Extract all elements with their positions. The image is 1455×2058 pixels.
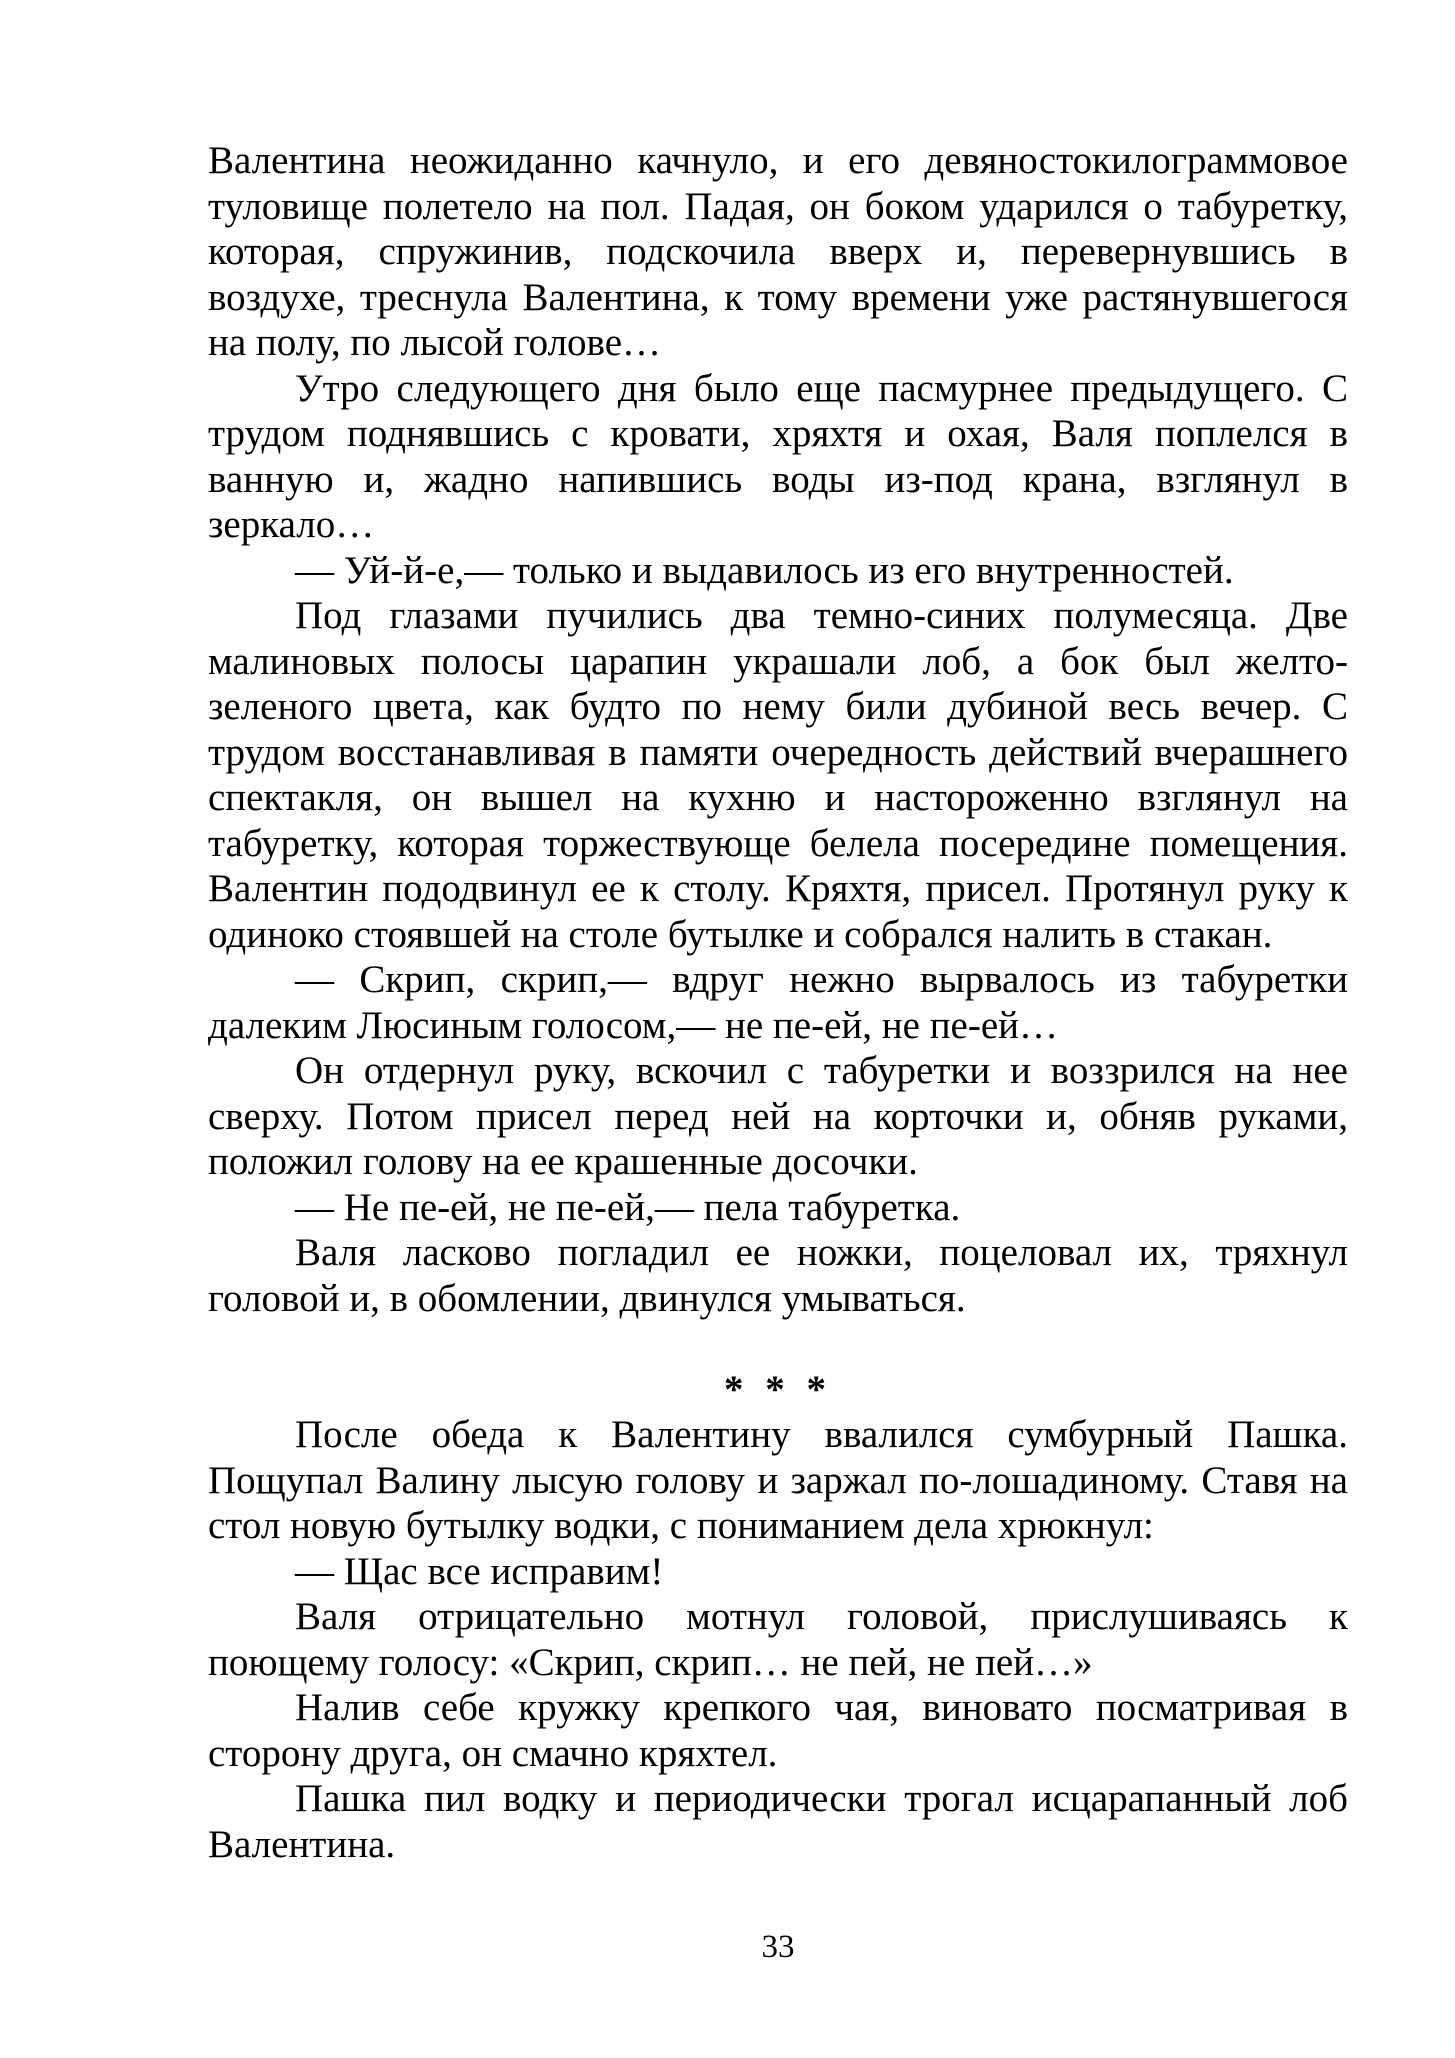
paragraph: После обеда к Валентину ввалился сумбурный Пашка. Пощупал Валину лысую голову и заржал по-лошадиному. Ставя на стол новую бутылку водки, с пониманием дела хрюкнул: xyxy=(208,1413,1348,1547)
paragraph: Он отдернул руку, вскочил с табуретки и воззрился на нее сверху. Потом присел перед ней на корточки и, обняв руками, положил голову на ее крашенные досочки. xyxy=(208,1049,1348,1183)
paragraph: Валентина неожиданно качнуло, и его девяностокилограммовое туловище полетело на пол. Падая, он боком ударился о табуретку, которая, спружинив, подскочила вверх и, перевернувшись в воздухе, треснула Валентина, к тому времени уже растянувшегося на полу, по лысой голове… xyxy=(208,139,1348,364)
text-column xyxy=(208,138,1348,1867)
paragraph: Утро следующего дня было еще пасмурнее предыдущего. С трудом поднявшись с кровати, хряхтя и охая, Валя поплелся в ванную и, жадно напившись воды из-под крана, взглянул в зеркало… xyxy=(208,366,1348,546)
paragraph: Под глазами пучились два темно-синих полумесяца. Две малиновых полосы царапин украшали лоб, а бок был желто-зеленого цвета, как будто по нему били дубиной весь вечер. С трудом восстанавливая в памяти очередность действий вчерашнего спектакля, он вышел на кухню и настороженно взглянул на табуретку, которая торжествующе белела посередине помещения. Валентин пододвинул ее к столу. Кряхтя, присел. Протянул руку к одиноко стоявшей на столе бутылке и собрался налить в стакан. xyxy=(208,594,1348,956)
paragraph: Валя ласково погладил ее ножки, поцеловал их, тряхнул головой и, в обомлении, двинулся умываться. xyxy=(208,1231,1348,1320)
dialogue-paragraph: — Скрип, скрип,— вдруг нежно вырвалось из табуретки далеким Люсиным голосом,— не пе-ей, не пе-ей… xyxy=(208,958,1348,1047)
section-separator: * * * xyxy=(724,1367,832,1411)
dialogue-paragraph: — Щас все исправим! xyxy=(295,1549,664,1593)
dialogue-paragraph: — Уй-й-е,— только и выдавилось из его внутренностей. xyxy=(295,548,1234,592)
paragraph: Валя отрицательно мотнул головой, прислушиваясь к поющему голосу: «Скрип, скрип… не пей, не пей…» xyxy=(208,1595,1348,1684)
dialogue-paragraph: — Не пе-ей, не пе-ей,— пела табуретка. xyxy=(295,1185,961,1229)
paragraph: Пашка пил водку и периодически трогал исцарапанный лоб Валентина. xyxy=(208,1777,1348,1866)
paragraph: Налив себе кружку крепкого чая, виновато посматривая в сторону друга, он смачно кряхтел. xyxy=(208,1686,1348,1775)
page-number: 33 xyxy=(761,1929,795,1965)
